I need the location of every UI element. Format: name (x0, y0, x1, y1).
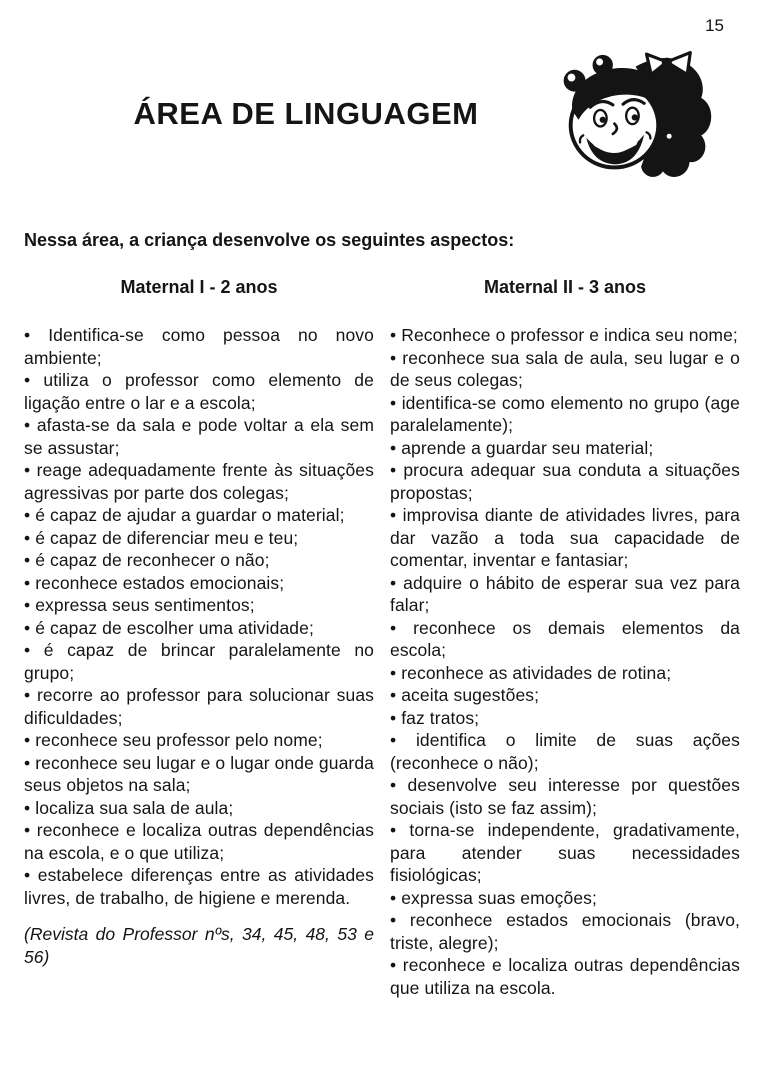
bullet-item: • aceita sugestões; (390, 684, 740, 707)
page-header (24, 44, 740, 194)
bullet-item: • reconhece as atividades de rotina; (390, 662, 740, 685)
bullet-item: • afasta-se da sala e pode voltar a ela sem se assustar; (24, 414, 374, 459)
bullet-item: • reconhece e localiza outras dependências que utiliza na escola. (390, 954, 740, 999)
bullet-item: • identifica-se como elemento no grupo (age paralelamente); (390, 392, 740, 437)
bullet-item: • é capaz de brincar paralelamente no grupo; (24, 639, 374, 684)
bullet-item: • é capaz de reconhecer o não; (24, 549, 374, 572)
bullet-item: • expressa suas emoções; (390, 887, 740, 910)
bullet-item: • reconhece sua sala de aula, seu lugar e o de seus colegas; (390, 347, 740, 392)
bullet-item: • é capaz de ajudar a guardar o material; (24, 504, 374, 527)
bullet-list-maternal-2 (390, 324, 740, 999)
bullet-item: • reconhece estados emocionais (bravo, triste, alegre); (390, 909, 740, 954)
bullet-item: • adquire o hábito de esperar sua vez para falar; (390, 572, 740, 617)
column-header-maternal-2: Maternal II - 3 anos (483, 277, 647, 297)
bullet-item: • localiza sua sala de aula; (24, 797, 374, 820)
column-header-maternal-1: Maternal I - 2 anos (120, 277, 278, 297)
girl-face-icon (548, 44, 720, 194)
column-maternal-1 (24, 277, 374, 999)
girl-face-illustration (548, 44, 720, 194)
two-column-layout (24, 277, 740, 999)
bullet-list-maternal-1 (24, 324, 374, 909)
bullet-item: • reconhece seu lugar e o lugar onde guarda seus objetos na sala; (24, 752, 374, 797)
bullet-item: • Identifica-se como pessoa no novo ambiente; (24, 324, 374, 369)
bullet-item: • desenvolve seu interesse por questões sociais (isto se faz assim); (390, 774, 740, 819)
bullet-item: • expressa seus sentimentos; (24, 594, 374, 617)
intro-text: Nessa área, a criança desenvolve os seguintes aspectos: (24, 230, 515, 250)
source-footnote: (Revista do Professor nºs, 34, 45, 48, 53 e 56) (24, 924, 374, 967)
bullet-item: • reconhece e localiza outras dependências na escola, e o que utiliza; (24, 819, 374, 864)
bullet-item: • aprende a guardar seu material; (390, 437, 740, 460)
bullet-item: • Reconhece o professor e indica seu nome; (390, 324, 740, 347)
bullet-item: • é capaz de diferenciar meu e teu; (24, 527, 374, 550)
bullet-item: • reage adequadamente frente às situações agressivas por parte dos colegas; (24, 459, 374, 504)
bullet-item: • reconhece estados emocionais; (24, 572, 374, 595)
page-number: 15 (705, 16, 724, 35)
bullet-item: • improvisa diante de atividades livres, para dar vazão a toda sua capacidade de comentar, inventar e fantasiar; (390, 504, 740, 572)
bullet-item: • recorre ao professor para solucionar suas dificuldades; (24, 684, 374, 729)
bullet-item: • faz tratos; (390, 707, 740, 730)
column-maternal-2 (390, 277, 740, 999)
bullet-item: • reconhece seu professor pelo nome; (24, 729, 374, 752)
bullet-item: • reconhece os demais elementos da escola; (390, 617, 740, 662)
bullet-item: • é capaz de escolher uma atividade; (24, 617, 374, 640)
bullet-item: • estabelece diferenças entre as atividades livres, de trabalho, de higiene e merenda. (24, 864, 374, 909)
page-title: ÁREA DE LINGUAGEM (133, 96, 479, 131)
bullet-item: • torna-se independente, gradativamente, para atender suas necessidades fisiológicas; (390, 819, 740, 887)
bullet-item: • procura adequar sua conduta a situações propostas; (390, 459, 740, 504)
bullet-item: • utiliza o professor como elemento de ligação entre o lar e a escola; (24, 369, 374, 414)
bullet-item: • identifica o limite de suas ações (reconhece o não); (390, 729, 740, 774)
